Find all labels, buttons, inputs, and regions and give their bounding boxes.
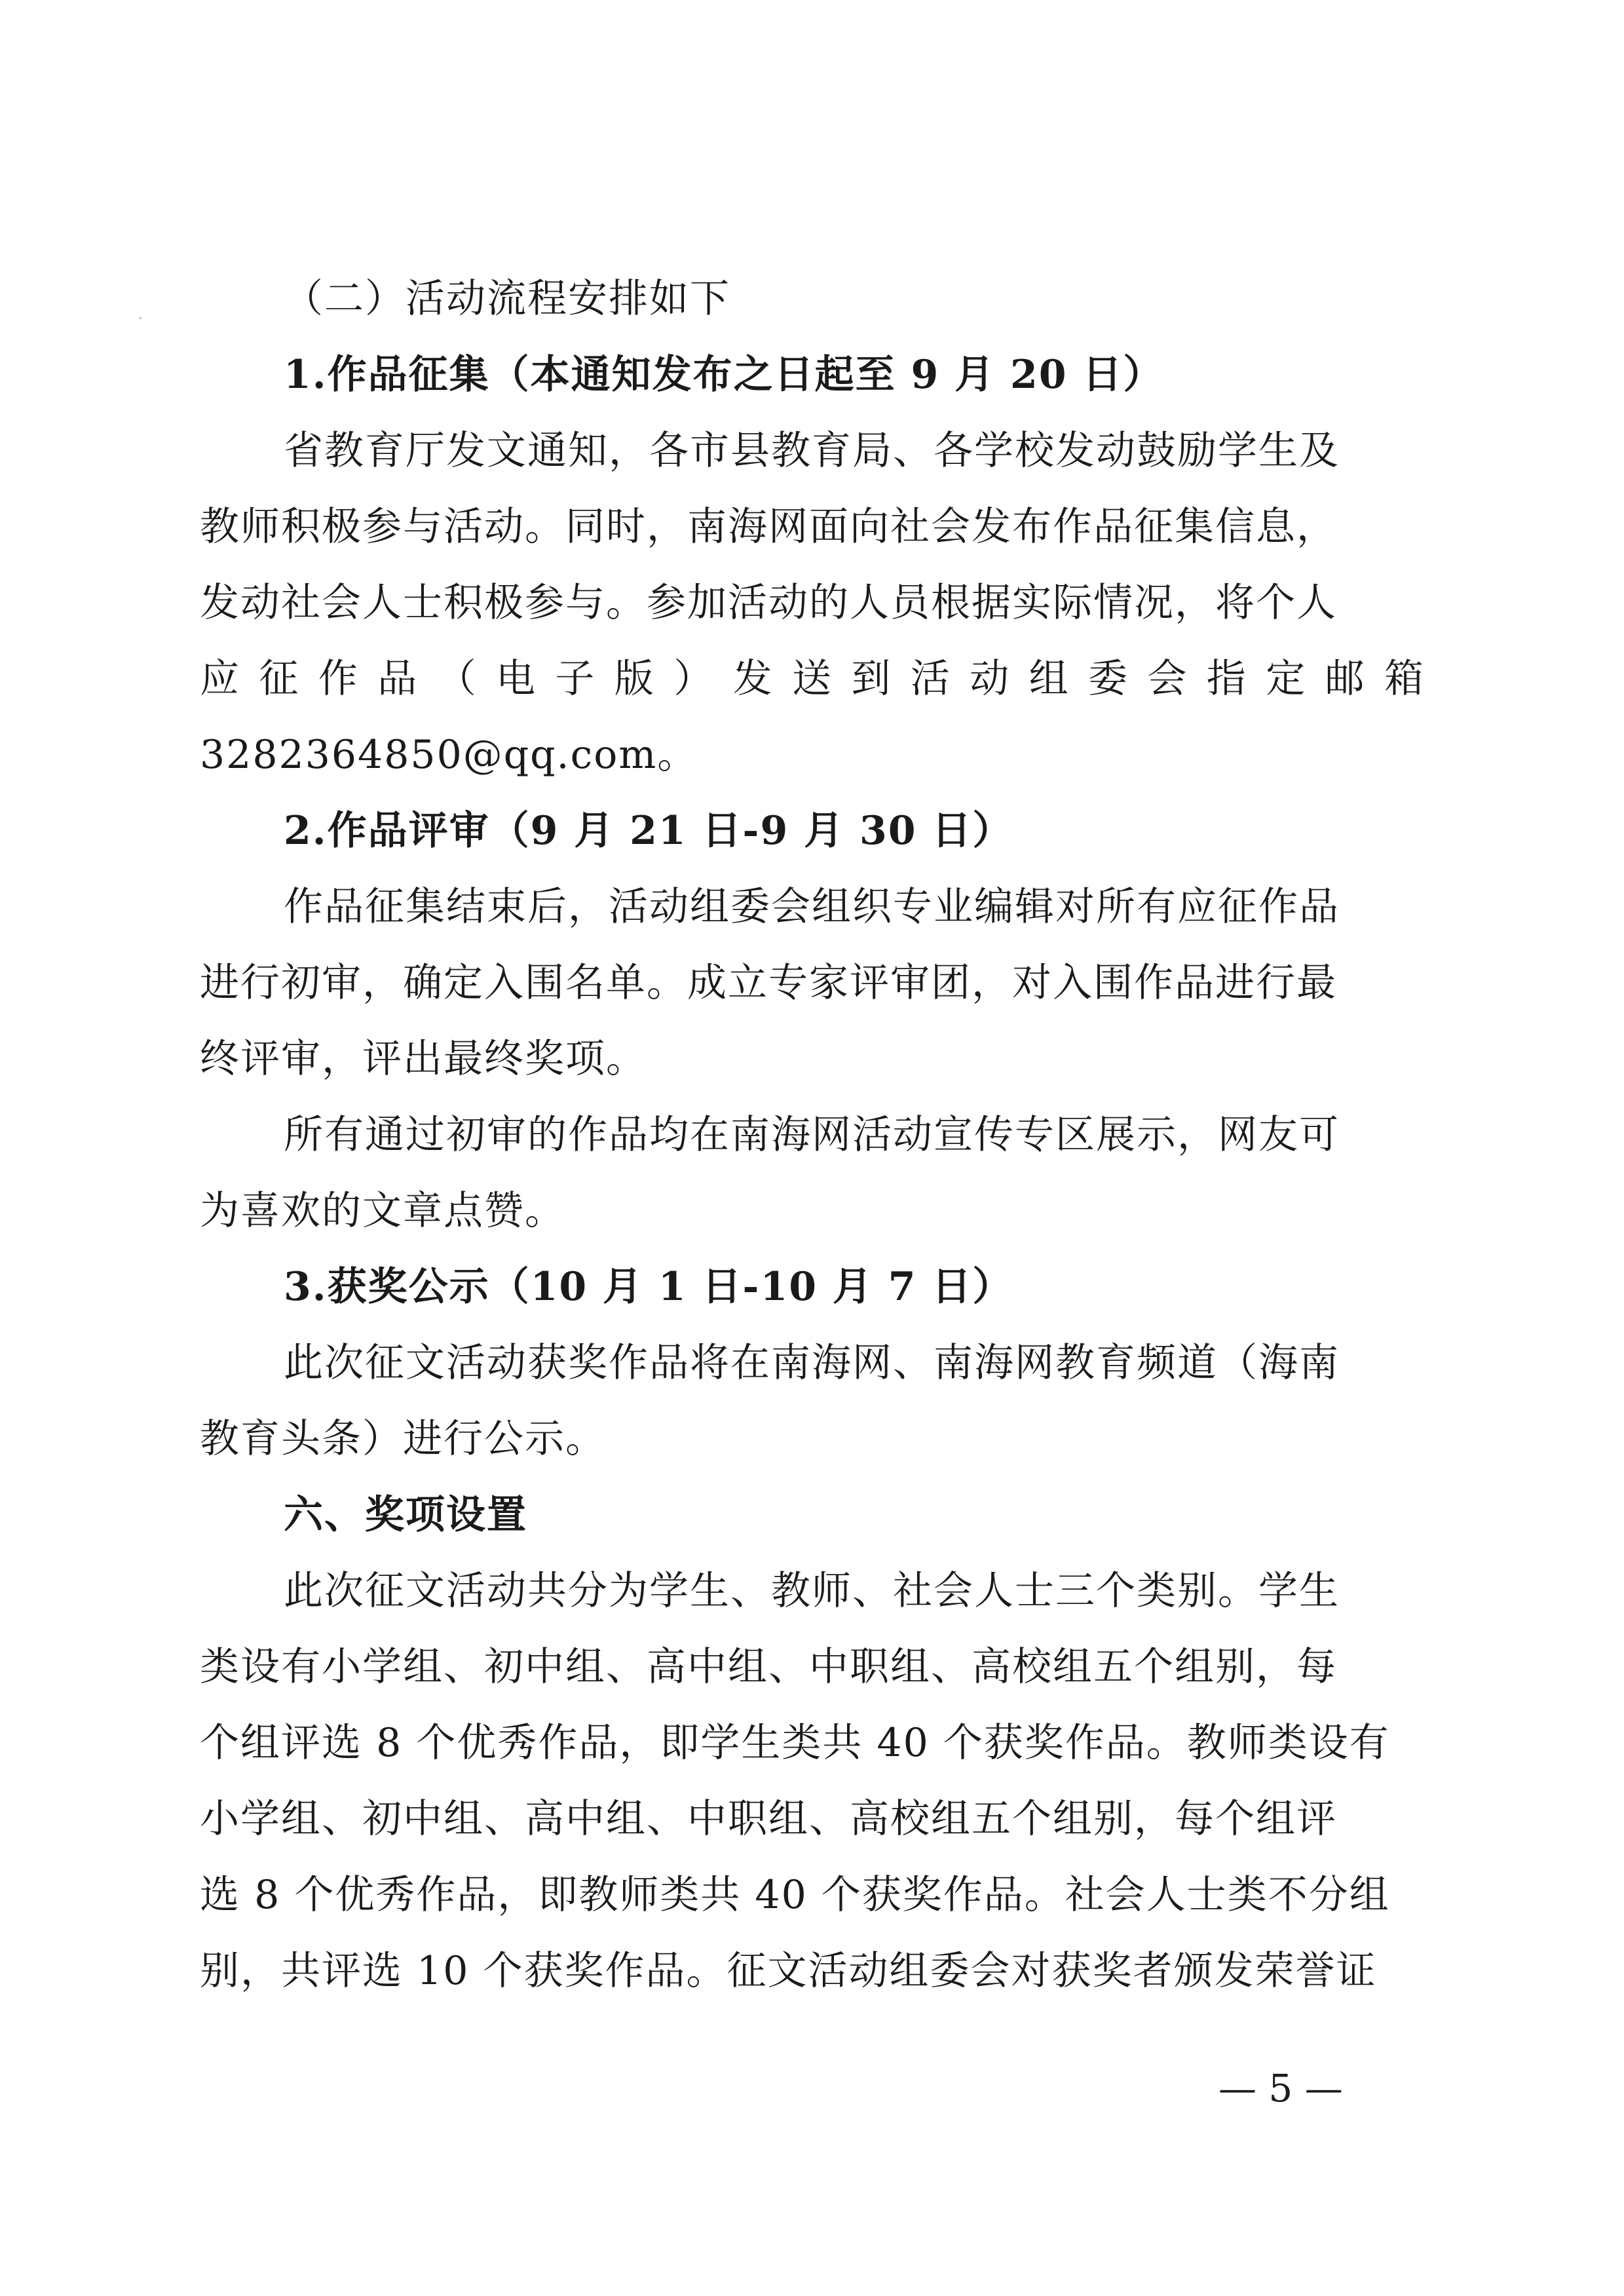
body-text-line: 为喜欢的文章点赞。	[200, 1188, 565, 1234]
body-text-line: 教育头条）进行公示。	[200, 1416, 606, 1462]
page-number: — 5 —	[1218, 2066, 1343, 2111]
body-text-line: 小学组、初中组、高中组、中职组、高校组五个组别，每个组评	[200, 1796, 1337, 1842]
section-heading: 2.作品评审（9 月 21 日-9 月 30 日）	[284, 808, 1013, 854]
document-body	[200, 261, 1425, 2009]
body-text-line: 进行初审，确定入围名单。成立专家评审团，对入围作品进行最	[200, 960, 1337, 1006]
scan-speck	[140, 317, 142, 319]
body-text-line: 个组评选 8 个优秀作品，即学生类共 40 个获奖作品。教师类设有	[200, 1720, 1390, 1766]
body-text-line: 别，共评选 10 个获奖作品。征文活动组委会对获奖者颁发荣誉证	[200, 1948, 1377, 1994]
body-text-line: 应征作品（电子版）发送到活动组委会指定邮箱	[200, 656, 1425, 702]
section-heading: 六、奖项设置	[284, 1492, 527, 1538]
body-text-line: 省教育厅发文通知，各市县教育局、各学校发动鼓励学生及	[284, 428, 1340, 474]
body-text-line: 作品征集结束后，活动组委会组织专业编辑对所有应征作品	[284, 884, 1340, 930]
section-heading: 3.获奖公示（10 月 1 日-10 月 7 日）	[284, 1264, 1013, 1310]
body-text-line: 终评审，评出最终奖项。	[200, 1036, 647, 1082]
body-text-line: 此次征文活动获奖作品将在南海网、南海网教育频道（海南	[284, 1340, 1340, 1386]
body-text-line: 选 8 个优秀作品，即教师类共 40 个获奖作品。社会人士类不分组	[200, 1872, 1390, 1918]
body-text-line: 所有通过初审的作品均在南海网活动宣传专区展示，网友可	[284, 1112, 1340, 1158]
section-heading: 1.作品征集（本通知发布之日起至 9 月 20 日）	[284, 352, 1164, 398]
body-text-line: 发动社会人士积极参与。参加活动的人员根据实际情况，将个人	[200, 580, 1337, 626]
body-text-line: 类设有小学组、初中组、高中组、中职组、高校组五个组别，每	[200, 1644, 1337, 1690]
body-text-line: （二）活动流程安排如下	[284, 276, 730, 322]
body-text-line: 此次征文活动共分为学生、教师、社会人士三个类别。学生	[284, 1568, 1340, 1614]
body-text-line: 3282364850@qq.com。	[200, 732, 698, 778]
body-text-line: 教师积极参与活动。同时，南海网面向社会发布作品征集信息，	[200, 504, 1337, 550]
